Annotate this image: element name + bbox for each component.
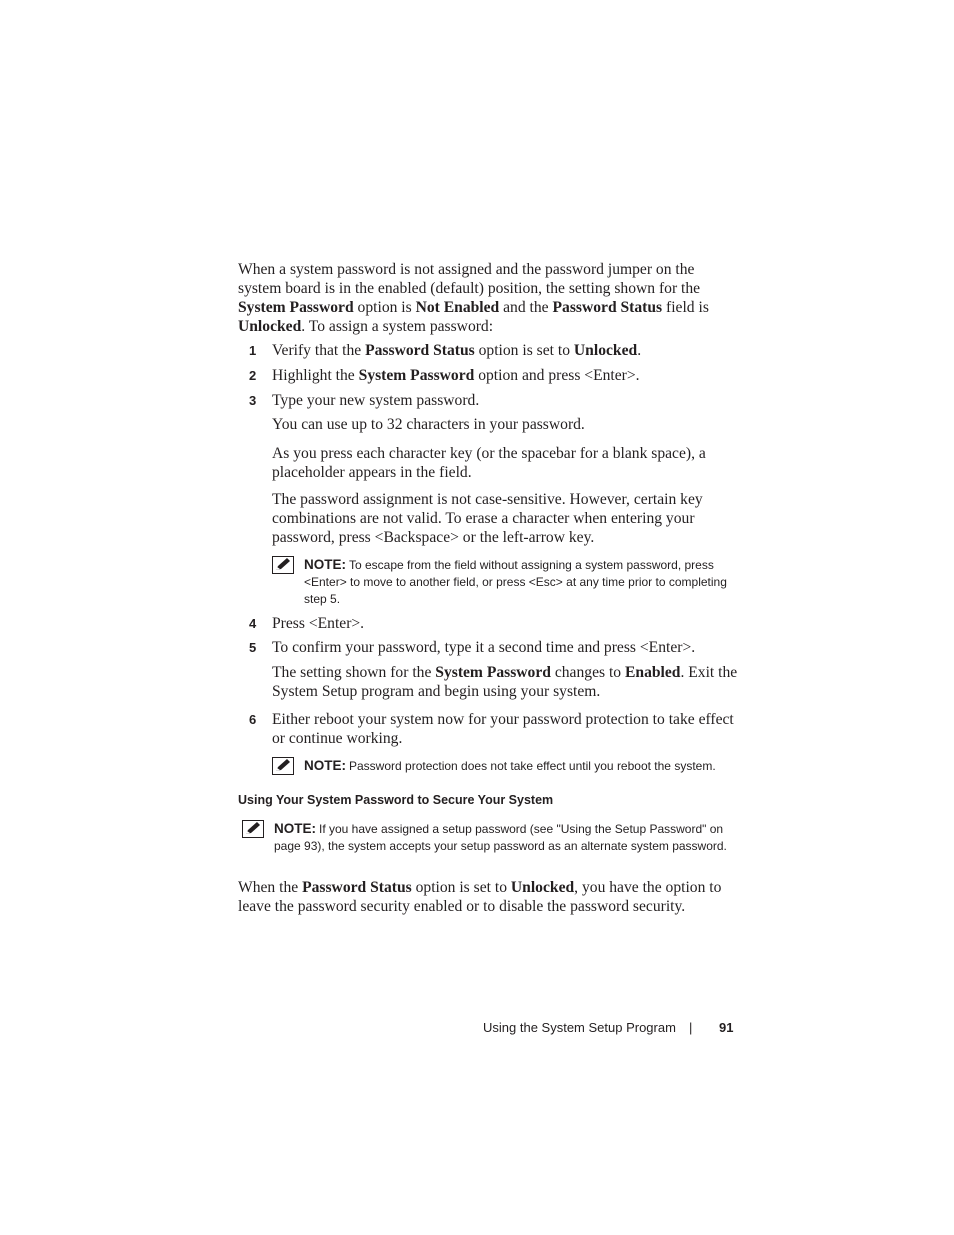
- note-label: NOTE:: [304, 557, 346, 572]
- step-number: 4: [249, 616, 257, 631]
- step-text: Either reboot your system now for your password protection to take effect or continue working.: [272, 711, 734, 747]
- note-pencil-icon: [242, 820, 264, 838]
- step-number: 5: [249, 640, 257, 655]
- step-5-detail: The setting shown for the System Password changes to Enabled. Exit the System Setup program and begin using your system.: [272, 664, 738, 700]
- closing-paragraph: When the Password Status option is set to Unlocked, you have the option to leave the password security enabled or to disable the password security.: [238, 879, 722, 915]
- note-pencil-icon: [272, 556, 294, 574]
- step-text: Verify that the Password Status option is set to Unlocked.: [272, 342, 642, 359]
- step-text: Type your new system password.: [272, 392, 480, 409]
- step-3-detail: The password assignment is not case-sensitive. However, certain key combinations are not valid. To erase a character when entering your password, press <Backspace> or the left-arrow key.: [272, 491, 703, 546]
- step-text: Press <Enter>.: [272, 615, 365, 632]
- step-number: 3: [249, 393, 257, 408]
- note-text: Password protection does not take effect until you reboot the system.: [349, 759, 716, 773]
- step-text: To confirm your password, type it a second time and press <Enter>.: [272, 639, 696, 656]
- section-heading: Using Your System Password to Secure Your System: [238, 793, 554, 807]
- step-3-detail: As you press each character key (or the spacebar for a blank space), a placeholder appears in the field.: [272, 445, 706, 481]
- step-text: Highlight the System Password option and press <Enter>.: [272, 367, 640, 384]
- footer-separator: |: [689, 1020, 693, 1035]
- step-3-detail: You can use up to 32 characters in your password.: [272, 416, 585, 433]
- footer-chapter-title: Using the System Setup Program: [483, 1020, 676, 1035]
- note-pencil-icon: [272, 757, 294, 775]
- step-number: 6: [249, 712, 257, 727]
- intro-paragraph: When a system password is not assigned and the password jumper on the system board is in the enabled (default) position, the setting shown for the System Password option is Not Enabled and the Password Status field is Unlocked. To assign a system password:: [238, 261, 709, 335]
- note-text: To escape from the field without assigning a system password, press <Enter> to move to another field, or press <Esc> at any time prior to completing step 5.: [304, 558, 727, 606]
- note-text: If you have assigned a setup password (see "Using the Setup Password" on page 93), the system accepts your setup password as an alternate system password.: [274, 822, 727, 853]
- step-number: 2: [249, 368, 257, 383]
- note-label: NOTE:: [304, 758, 346, 773]
- note-label: NOTE:: [274, 821, 316, 836]
- step-number: 1: [249, 343, 257, 358]
- page-number: 91: [719, 1020, 734, 1035]
